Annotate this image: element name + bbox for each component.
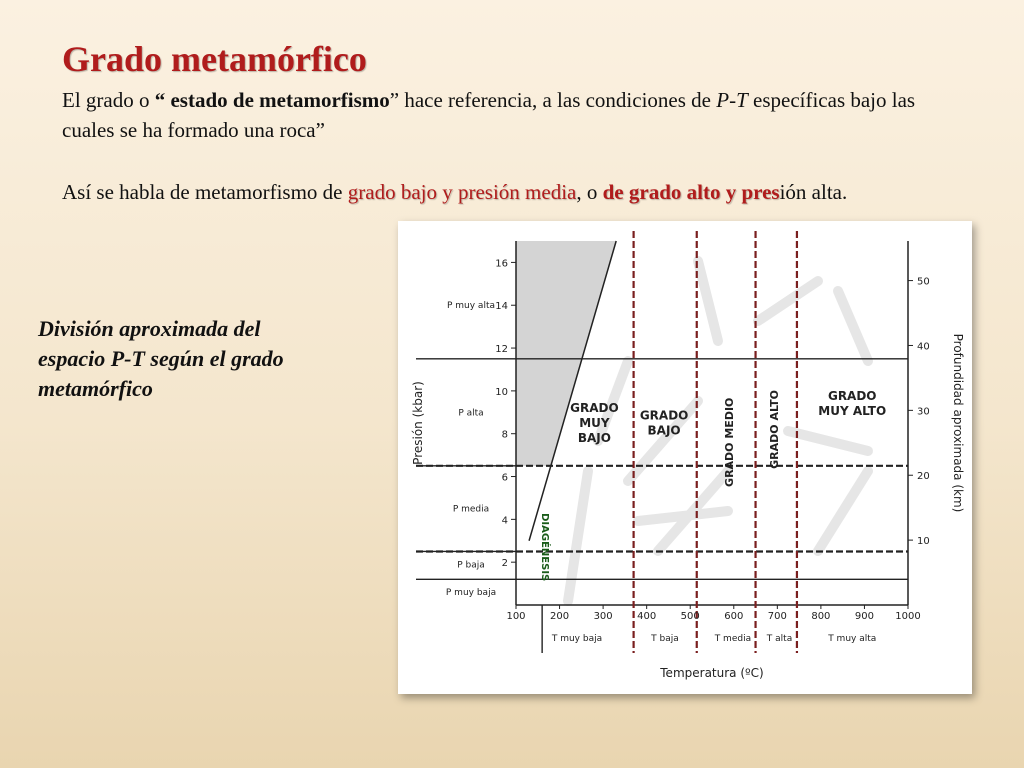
temperature-zone-label: T media	[714, 634, 752, 644]
y-tick-label: 8	[501, 429, 508, 441]
grade-label: BAJO	[647, 423, 681, 438]
y-tick-label: 12	[495, 344, 508, 356]
decoration-stroke	[698, 261, 718, 341]
decoration-stroke	[818, 471, 868, 551]
grade-label: MUY	[579, 416, 610, 430]
temperature-zone-label: T baja	[651, 634, 679, 644]
temperature-zone-label: T alta	[766, 634, 793, 644]
figure-caption: División aproximada del espacio P-T según el grado metamórfico	[38, 316, 284, 401]
p1-pt-term: P-T	[716, 88, 748, 112]
x-tick-label: 1000	[895, 611, 921, 622]
grade-label: GRADO	[570, 401, 619, 415]
y2-tick-label: 50	[917, 276, 930, 288]
y-tick-label: 14	[495, 301, 508, 313]
background-decoration	[568, 261, 868, 601]
example-paragraph	[62, 177, 922, 207]
pressure-zone-label: P media	[452, 504, 490, 515]
p1-text-1: El grado o	[62, 88, 155, 112]
x-tick-label: 900	[854, 611, 874, 622]
decoration-stroke	[568, 471, 588, 601]
decoration-stroke	[758, 281, 818, 321]
p1-text-5: específicas bajo las cuales se ha formado una roca”	[62, 88, 916, 142]
grade-label: GRADO MEDIO	[722, 397, 736, 487]
pressure-zone-label: P muy baja	[445, 588, 497, 599]
x-axis-title: Temperatura (ºC)	[660, 666, 764, 680]
x-tick-label: 100	[506, 611, 526, 622]
p2-text-1: Así se habla de metamorfismo de	[62, 180, 348, 204]
x-tick-label: 600	[724, 611, 744, 622]
slide-title: Grado metamórfico	[62, 39, 367, 79]
x-tick-label: 700	[767, 611, 787, 622]
temperature-zone-label: T muy alta	[828, 634, 877, 644]
y-tick-label: 16	[495, 258, 508, 270]
p2-text-5: ión alta.	[779, 180, 848, 204]
pressure-zone-label: P alta	[458, 408, 484, 419]
grade-label: GRADO ALTO	[768, 389, 782, 469]
grade-label: GRADO	[639, 408, 689, 423]
p1-text-3: ” hace referencia, a las condiciones de	[389, 88, 717, 112]
x-tick-label: 500	[680, 611, 700, 622]
y-tick-label: 6	[501, 472, 508, 484]
y2-tick-label: 20	[917, 471, 930, 483]
y2-tick-label: 40	[917, 341, 930, 353]
p2-highlight-high: de grado alto y pres	[602, 180, 780, 204]
x-tick-label: 300	[593, 611, 613, 622]
y2-axis-title: Profundidad aproximada (km)	[951, 333, 965, 513]
p2-text-3: , o	[576, 180, 603, 204]
y-tick-label: 2	[501, 558, 508, 570]
pt-diagram-figure	[398, 221, 972, 694]
x-tick-label: 400	[637, 611, 657, 622]
y-tick-label: 4	[501, 515, 508, 527]
y-axis-title: Presión (kbar)	[411, 381, 425, 465]
y-tick-label: 10	[495, 386, 508, 398]
decoration-stroke	[638, 511, 728, 521]
y2-tick-label: 30	[917, 406, 930, 418]
decoration-stroke	[788, 431, 868, 451]
grade-label: MUY ALTO	[818, 404, 887, 419]
p1-bold-term: “ estado de metamorfismo	[154, 88, 390, 112]
pressure-zone-label: P baja	[457, 560, 485, 571]
grade-label: DIAGÉNESIS	[539, 513, 551, 582]
x-tick-label: 800	[811, 611, 831, 622]
grade-label: BAJO	[577, 431, 611, 445]
pressure-zone-label: P muy alta	[446, 301, 496, 312]
y2-tick-label: 10	[917, 536, 930, 548]
decoration-stroke	[838, 291, 868, 361]
p2-highlight-low: grado bajo y presión media	[347, 180, 577, 204]
grade-label: GRADO	[827, 389, 877, 404]
pt-diagram-chart	[398, 221, 972, 694]
x-tick-label: 200	[550, 611, 570, 622]
definition-paragraph	[62, 85, 922, 145]
temperature-zone-label: T muy baja	[551, 634, 603, 644]
